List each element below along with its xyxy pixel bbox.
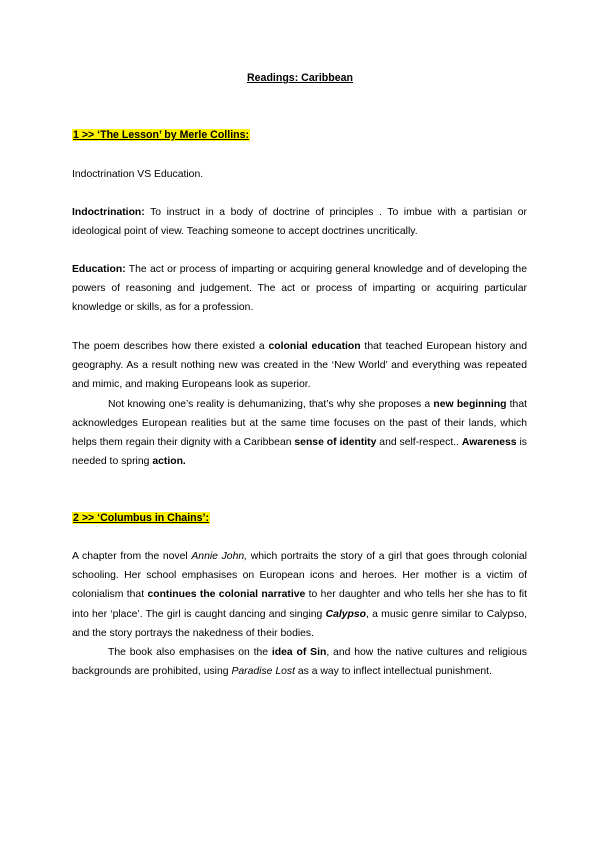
indoctrination-text: To instruct in a body of doctrine of principles . To imbue with a partisian or ideological point of view. Teaching someone to accept doctrines uncritically. [72, 207, 527, 238]
indoctrination-term: Indoctrination: [72, 207, 145, 218]
section-2-heading: 2 >> ‘Columbus in Chains’: [73, 512, 209, 524]
education-text: The act or process of imparting or acquiring general knowledge and of developing the powers of reasoning and judgement. The act or process of imparting or acquiring particular knowledge or skills, as for a profession. [72, 264, 527, 314]
page-title: Readings: Caribbean [247, 72, 353, 84]
indoctrination-definition [72, 203, 527, 241]
section-2-body [72, 547, 527, 681]
paragraph-annie-john: A chapter from the novel Annie John, which portraits the story of a girl that goes through colonial schooling. Her school emphasises on European icons and heroes. Her mother is a victim of colonialism that continues the colonial narrative to her daughter and who tells her she has to fit into her ‘place’. The girl is caught dancing and singing Calypso, a music genre similar to Calypso, and the story portrays the nakedness of their bodies. [72, 551, 527, 639]
education-definition [72, 260, 527, 318]
paragraph-idea-of-sin: The book also emphasises on the idea of Sin, and how the native cultures and religious backgrounds are prohibited, using Paradise Lost as a way to inflect intellectual punishment. [72, 647, 527, 678]
section-1-heading: 1 >> ‘The Lesson’ by Merle Collins: [73, 129, 250, 141]
paragraph-poem-description: The poem describes how there existed a colonial education that teached European history and geography. As a result nothing new was created in the ‘New World’ and everything was repeated and mimic, and making Europeans look as superior. [72, 341, 527, 391]
intro-text: Indoctrination VS Education. [72, 169, 204, 180]
paragraph-new-beginning: Not knowing one’s reality is dehumanizing, that’s why she proposes a new beginning that acknowledges European realities but at the same time focuses on the past of their lands, which helps them regain their dignity with a Caribbean sense of identity and self-respect.. Awareness is needed to spring action. [72, 398, 527, 468]
education-term: Education: [72, 264, 126, 275]
section-1-body [72, 337, 527, 471]
section-1-intro [72, 165, 527, 184]
